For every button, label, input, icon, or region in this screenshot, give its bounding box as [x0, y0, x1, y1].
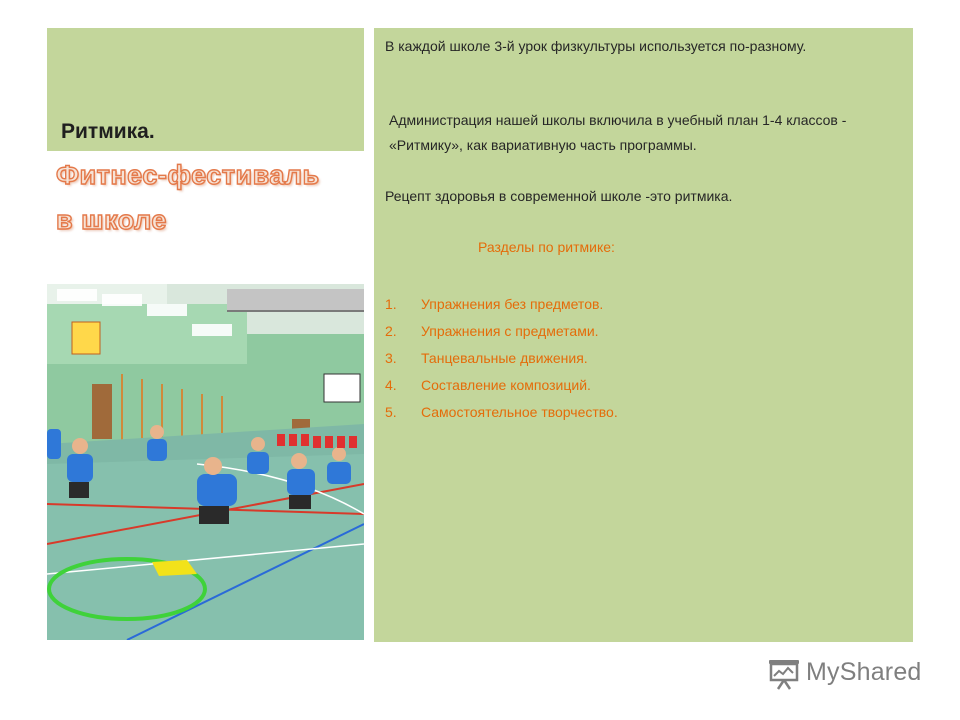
- content-panel: [374, 28, 913, 642]
- intro-paragraph: В каждой школе 3-й урок физкультуры используется по-разному.: [385, 38, 807, 54]
- myshared-watermark: [766, 654, 926, 694]
- administration-paragraph: Администрация нашей школы включила в учебный план 1-4 классов - «Ритмику», как вариативную часть программы.: [389, 112, 847, 153]
- list-item-label: Танцевальные движения.: [421, 350, 588, 366]
- slide-title: Ритмика.: [61, 120, 155, 143]
- list-item: [385, 401, 618, 428]
- list-item-label: Упражнения без предметов.: [421, 296, 604, 312]
- list-item: [385, 374, 618, 401]
- list-item-number: 3.: [385, 350, 397, 366]
- title-panel: [47, 28, 364, 151]
- wordart-heading-line2: в школе: [56, 205, 167, 235]
- sections-heading: Разделы по ритмике:: [478, 239, 615, 255]
- list-item-number: 4.: [385, 377, 397, 393]
- list-item-number: 5.: [385, 404, 397, 420]
- gym-photo: [47, 284, 364, 640]
- list-item-label: Самостоятельное творчество.: [421, 404, 618, 420]
- health-recipe-paragraph: Рецепт здоровья в современной школе -это ритмика.: [385, 188, 733, 204]
- sections-list: [385, 293, 618, 428]
- list-item-label: Упражнения с предметами.: [421, 323, 599, 339]
- list-item: [385, 347, 618, 374]
- wordart-heading-line1: Фитнес-фестиваль: [56, 160, 320, 190]
- list-item: [385, 293, 618, 320]
- list-item-label: Составление композиций.: [421, 377, 591, 393]
- list-item: [385, 320, 618, 347]
- list-item-number: 2.: [385, 323, 397, 339]
- list-item-number: 1.: [385, 296, 397, 312]
- watermark-text: MyShared: [806, 658, 922, 686]
